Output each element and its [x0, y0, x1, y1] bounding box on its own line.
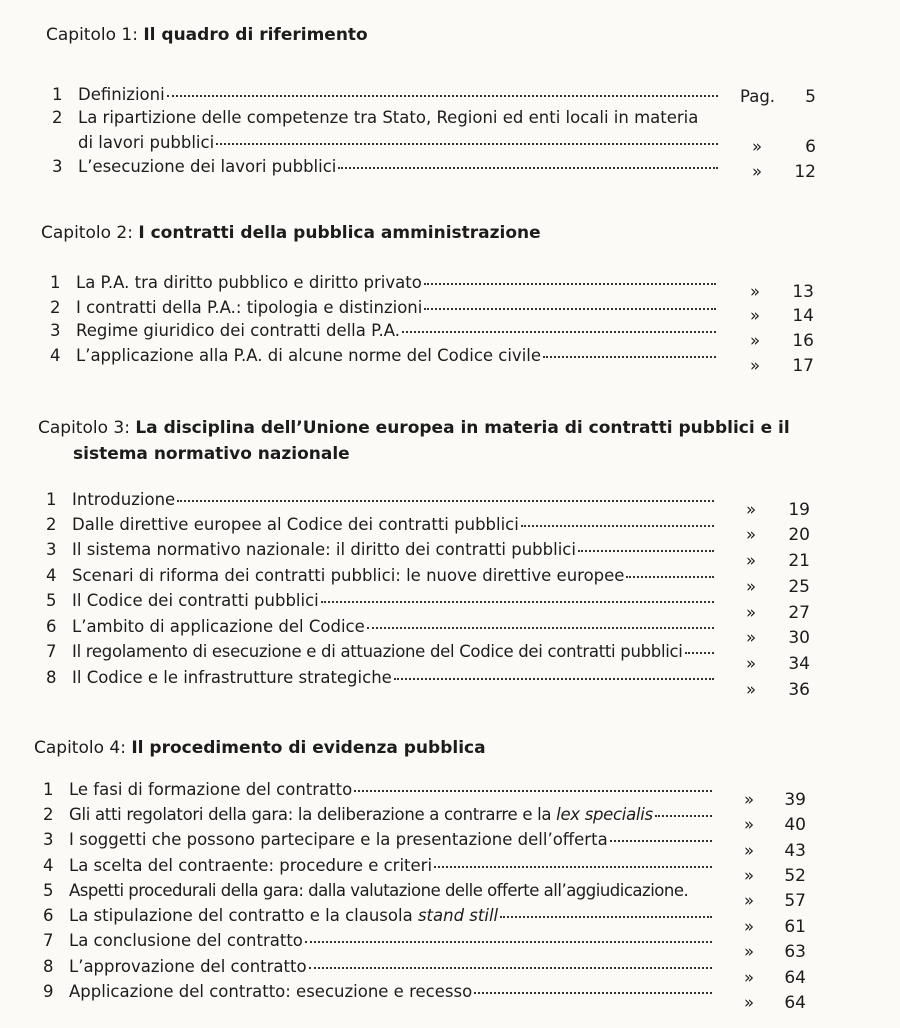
page-number: 30 [788, 628, 810, 648]
chapter-prefix: Capitolo 1: [46, 25, 144, 45]
chapter-heading [34, 737, 486, 759]
entry-number: 6 [43, 906, 54, 925]
entry-title: I contratti della P.A.: tipologia e distinzioni [76, 298, 423, 317]
entry-number: 5 [43, 881, 54, 900]
page-marker: » [746, 654, 757, 673]
leader-dots [402, 330, 716, 333]
leader-dots [305, 940, 712, 943]
toc-entry[interactable] [46, 538, 718, 562]
page-marker: » [744, 917, 755, 936]
leader-dots [610, 839, 712, 842]
leader-dots [578, 549, 714, 552]
toc-entry[interactable] [46, 615, 718, 639]
page-number: 57 [784, 891, 806, 911]
chapter-title: Il procedimento di evidenza pubblica [131, 738, 486, 758]
page-number: 13 [792, 282, 814, 302]
leader-dots [474, 991, 712, 994]
page-marker: » [744, 841, 755, 860]
page-number: 64 [784, 968, 806, 988]
entry-title: I soggetti che possono partecipare e la presentazione dell’offerta [69, 830, 608, 849]
page-number: 40 [784, 815, 806, 835]
page-marker: » [744, 942, 755, 961]
page-marker: » [750, 282, 761, 301]
entry-number: 3 [46, 540, 57, 559]
entry-number: 8 [43, 957, 54, 976]
page-marker: » [744, 815, 755, 834]
entry-number: 1 [46, 490, 57, 509]
page-number: 14 [792, 306, 814, 326]
entry-title: L’approvazione del contratto [69, 957, 307, 976]
page-marker: » [746, 500, 757, 519]
entry-number: 1 [50, 273, 61, 292]
entry-number: 7 [46, 642, 57, 661]
page-marker: » [744, 968, 755, 987]
entry-number: 5 [46, 591, 57, 610]
toc-entry[interactable] [50, 296, 720, 320]
page-number: 17 [792, 356, 814, 376]
chapter-prefix: Capitolo 2: [41, 223, 139, 243]
italic-term: lex specialis [556, 805, 653, 824]
chapter-title-line2: sistema normativo nazionale [73, 444, 350, 464]
page-number: 52 [784, 866, 806, 886]
leader-dots [424, 307, 716, 310]
page-number: 20 [788, 525, 810, 545]
toc-entry[interactable] [43, 904, 716, 928]
page-marker: » [744, 993, 755, 1012]
leader-dots [354, 789, 712, 792]
leader-dots [177, 499, 714, 502]
entry-number: 2 [52, 108, 63, 127]
page-marker: » [746, 525, 757, 544]
entry-number: 2 [43, 805, 54, 824]
page-marker: » [752, 137, 763, 156]
entry-title: L’ambito di applicazione del Codice [72, 617, 365, 636]
entry-title: La P.A. tra diritto pubblico e diritto privato [76, 273, 422, 292]
toc-entry-continuation[interactable] [78, 131, 722, 155]
entry-title: Scenari di riforma dei contratti pubblici: le nuove direttive europee [72, 566, 625, 585]
page-number: 61 [784, 917, 806, 937]
leader-dots [543, 355, 716, 358]
entry-title: Introduzione [72, 490, 176, 509]
page-number: 5 [805, 87, 816, 107]
leader-dots [521, 524, 714, 527]
entry-number: 4 [43, 856, 54, 875]
entry-number: 7 [43, 931, 54, 950]
entry-title: Le fasi di formazione del contratto [69, 780, 353, 799]
entry-number: 3 [43, 830, 54, 849]
page-marker: » [744, 790, 755, 809]
page-marker: » [746, 603, 757, 622]
page-number: 12 [794, 162, 816, 182]
page-marker: » [750, 356, 761, 375]
toc-entry[interactable] [43, 803, 716, 827]
entry-title-continuation: di lavori pubblici [78, 133, 215, 152]
entry-title: Definizioni [78, 85, 165, 104]
entry-title: Gli atti regolatori della gara: la deliberazione a contrarre e la lex specialis [69, 805, 653, 824]
page-marker: » [752, 162, 763, 181]
page-number: 43 [784, 841, 806, 861]
toc-entry[interactable] [46, 589, 718, 613]
chapter-prefix: Capitolo 4: [34, 738, 132, 758]
chapter-title: I contratti della pubblica amministrazione [138, 223, 541, 243]
entry-title: Applicazione del contratto: esecuzione e recesso [69, 982, 473, 1001]
entry-title: La conclusione del contratto [69, 931, 303, 950]
leader-dots [394, 677, 714, 680]
leader-dots [434, 865, 712, 868]
entry-number: 2 [50, 298, 61, 317]
leader-dots [655, 814, 712, 817]
entry-number: 4 [46, 566, 57, 585]
chapter-title: Il quadro di riferimento [143, 25, 368, 45]
entry-title: Il Codice e le infrastrutture strategiche [72, 668, 392, 687]
toc-entry[interactable] [46, 666, 718, 690]
entry-title: La scelta del contraente: procedure e criteri [69, 856, 433, 875]
page-marker: » [744, 891, 755, 910]
toc-entry[interactable] [43, 854, 716, 878]
entry-number: 1 [52, 85, 63, 104]
toc-entry[interactable] [43, 955, 716, 979]
toc-entry[interactable] [43, 929, 716, 953]
leader-dots [338, 166, 718, 169]
toc-entry[interactable] [52, 83, 722, 107]
leader-dots [367, 626, 714, 629]
leader-dots [216, 142, 718, 145]
page-number: 19 [788, 500, 810, 520]
entry-title: L’esecuzione dei lavori pubblici [78, 157, 337, 176]
leader-dots [685, 651, 714, 654]
entry-number: 4 [50, 346, 61, 365]
entry-number: 6 [46, 617, 57, 636]
entry-title: La stipulazione del contratto e la clausola stand still [69, 906, 499, 925]
toc-entry[interactable] [46, 488, 718, 512]
page-number: 6 [805, 137, 816, 157]
page-number: 63 [784, 942, 806, 962]
toc-entry[interactable] [43, 828, 716, 852]
toc-entry[interactable] [43, 879, 716, 903]
chapter-heading [41, 222, 541, 244]
page-number: 36 [788, 680, 810, 700]
chapter-heading [46, 24, 368, 46]
chapter-prefix: Capitolo 3: [38, 418, 136, 438]
entry-title: Il sistema normativo nazionale: il diritto dei contratti pubblici [72, 540, 576, 559]
leader-dots [500, 915, 712, 918]
leader-dots [626, 575, 714, 578]
page-marker: » [750, 331, 761, 350]
toc-entry[interactable] [50, 344, 720, 368]
page-marker: » [744, 866, 755, 885]
entry-number: 2 [46, 515, 57, 534]
page-number: 34 [788, 654, 810, 674]
toc-entry[interactable] [46, 513, 718, 537]
page-number: 16 [792, 331, 814, 351]
toc-entry-first-line[interactable] [52, 106, 698, 130]
page-marker: » [746, 551, 757, 570]
page-marker: » [746, 628, 757, 647]
page-number: 21 [788, 551, 810, 571]
leader-dots [167, 94, 718, 97]
toc-entry[interactable] [43, 778, 716, 802]
page-number: 64 [784, 993, 806, 1013]
page-marker: » [746, 577, 757, 596]
page-marker: Pag. [740, 87, 776, 106]
entry-title: Il Codice dei contratti pubblici [72, 591, 319, 610]
leader-dots [321, 600, 714, 603]
entry-title: La ripartizione delle competenze tra Stato, Regioni ed enti locali in materia [78, 108, 699, 127]
page-marker: » [746, 680, 757, 699]
italic-term: stand still [417, 906, 499, 925]
chapter-title: La disciplina dell’Unione europea in materia di contratti pubblici e il [135, 418, 790, 438]
toc-entry[interactable] [46, 640, 718, 664]
toc-entry[interactable] [52, 155, 722, 179]
entry-number: 9 [43, 982, 54, 1001]
page-number: 39 [784, 790, 806, 810]
leader-dots [309, 966, 712, 969]
entry-number: 3 [52, 157, 63, 176]
page-number: 25 [788, 577, 810, 597]
entry-title: Dalle direttive europee al Codice dei contratti pubblici [72, 515, 519, 534]
page-number: 27 [788, 603, 810, 623]
entry-title: Aspetti procedurali della gara: dalla valutazione delle offerte all’aggiudicazione. [69, 881, 689, 900]
entry-title: L’applicazione alla P.A. di alcune norme del Codice civile [76, 346, 542, 365]
leader-dots [424, 282, 716, 285]
entry-number: 1 [43, 780, 54, 799]
entry-title: Regime giuridico dei contratti della P.A. [76, 321, 400, 340]
toc-entry[interactable] [46, 564, 718, 588]
entry-number: 3 [50, 321, 61, 340]
page-marker: » [750, 306, 761, 325]
toc-entry[interactable] [43, 980, 716, 1004]
entry-title: Il regolamento di esecuzione e di attuazione del Codice dei contratti pubblici [72, 642, 683, 661]
toc-entry[interactable] [50, 271, 720, 295]
chapter-heading [38, 417, 790, 465]
entry-number: 8 [46, 668, 57, 687]
toc-entry[interactable] [50, 319, 720, 343]
